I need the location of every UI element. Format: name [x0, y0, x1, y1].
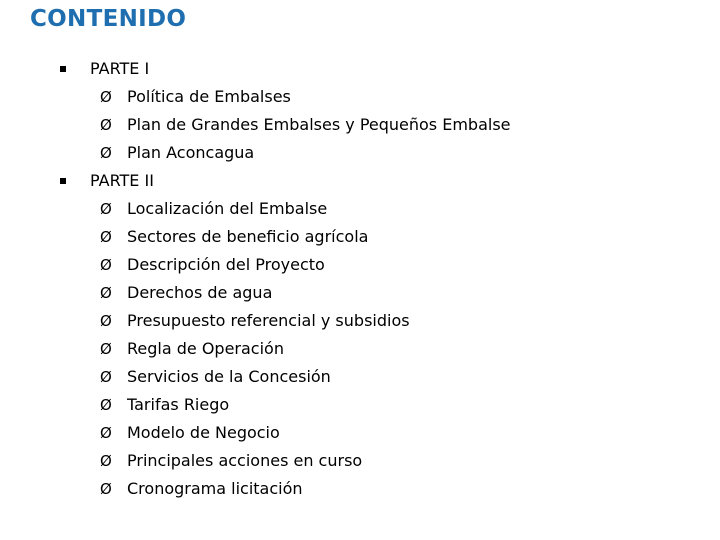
- arrowhead-bullet-icon: Ø: [100, 368, 112, 386]
- arrowhead-bullet-icon: Ø: [100, 256, 112, 274]
- arrowhead-bullet-icon: Ø: [100, 116, 112, 134]
- square-bullet-icon: [60, 66, 66, 72]
- list-item: Regla de Operación: [127, 339, 284, 358]
- arrowhead-bullet-icon: Ø: [100, 480, 112, 498]
- list-item: Sectores de beneficio agrícola: [127, 227, 369, 246]
- list-item: Descripción del Proyecto: [127, 255, 325, 274]
- page-title: CONTENIDO: [30, 6, 187, 32]
- arrowhead-bullet-icon: Ø: [100, 424, 112, 442]
- list-item: Derechos de agua: [127, 283, 273, 302]
- part-heading: PARTE I: [90, 59, 150, 78]
- list-item: Modelo de Negocio: [127, 423, 280, 442]
- arrowhead-bullet-icon: Ø: [100, 452, 112, 470]
- arrowhead-bullet-icon: Ø: [100, 200, 112, 218]
- list-item: Plan de Grandes Embalses y Pequeños Embalse: [127, 115, 511, 134]
- list-item: Presupuesto referencial y subsidios: [127, 311, 410, 330]
- list-item: Localización del Embalse: [127, 199, 328, 218]
- arrowhead-bullet-icon: Ø: [100, 284, 112, 302]
- arrowhead-bullet-icon: Ø: [100, 228, 112, 246]
- list-item: Cronograma licitación: [127, 479, 303, 498]
- arrowhead-bullet-icon: Ø: [100, 88, 112, 106]
- list-item: Principales acciones en curso: [127, 451, 363, 470]
- list-item: Plan Aconcagua: [127, 143, 255, 162]
- list-item: Tarifas Riego: [127, 395, 230, 414]
- arrowhead-bullet-icon: Ø: [100, 396, 112, 414]
- part-heading: PARTE II: [90, 171, 154, 190]
- list-item: Servicios de la Concesión: [127, 367, 331, 386]
- square-bullet-icon: [60, 178, 66, 184]
- list-item: Política de Embalses: [127, 87, 291, 106]
- arrowhead-bullet-icon: Ø: [100, 144, 112, 162]
- arrowhead-bullet-icon: Ø: [100, 312, 112, 330]
- arrowhead-bullet-icon: Ø: [100, 340, 112, 358]
